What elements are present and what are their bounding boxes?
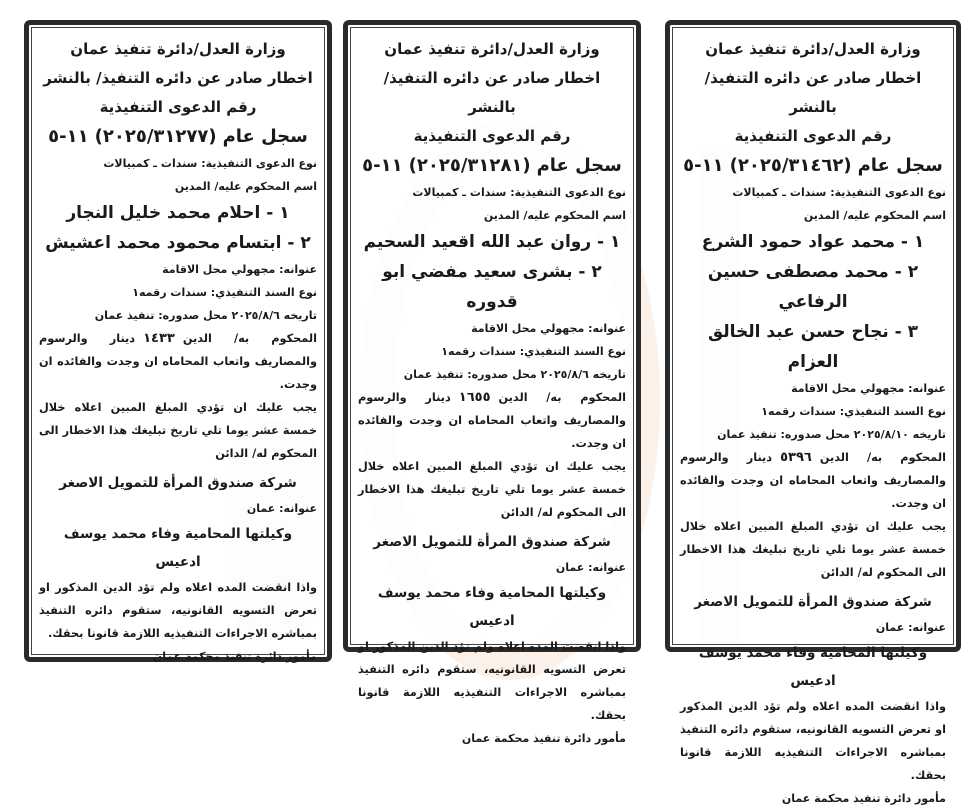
payment-demand: يجب عليك ان تؤدي المبلغ المبين اعلاه خلال خمسة عشر يوما تلي تاريخ تبليغك هذا الاخطار الى المحكوم له/ الدائن: [358, 460, 626, 519]
amount-suffix: دينار والرسوم والمصاريف واتعاب المحاماه ان وجدت والفائده ان وجدت.: [680, 451, 946, 510]
warning-paragraph: واذا انقضت المده اعلاه ولم تؤد الدين المذكور او تعرض التسويه القانونيه، ستقوم دائره التنفيذ بمباشره الاجراءات التنفيذيه اللازمة قانونا بحقك.: [680, 700, 946, 782]
notice-title: اخطار صادر عن دائره التنفيذ/ بالنشر: [383, 69, 601, 116]
case-prefix: ١١-٥: [683, 155, 724, 176]
amount-value: ١٤٣٣: [143, 331, 175, 346]
debtor-name: ١ - روان عبد الله اقعيد السحيم: [363, 232, 621, 252]
document-type: نوع السند التنفيذي: سندات رقمه١: [132, 286, 317, 299]
case-label: رقم الدعوى التنفيذية: [734, 127, 892, 145]
legal-notice: [665, 20, 961, 805]
case-prefix: ١١-٥: [48, 126, 89, 147]
debtor-name: ٢ - ابتسام محمود محمد اعشيش: [45, 233, 311, 253]
creditor-address: عنوانه: عمان: [555, 561, 626, 574]
creditor-name: شركة صندوق المرأة للتمويل الاصغر: [373, 534, 611, 550]
case-number-line: [39, 122, 317, 152]
amount-prefix: المحكوم به/ الدين: [182, 332, 317, 345]
attorney-name: وكيلتها المحامية وفاء محمد يوسف ادعيس: [698, 645, 928, 689]
debtor-list: [680, 227, 946, 377]
address: عنوانه: مجهولي محل الاقامة: [791, 382, 946, 395]
case-number: (٢٠٢٥/٣١٢٧٧): [94, 126, 217, 147]
debtor-name: ١ - احلام محمد خليل النجار: [66, 203, 290, 223]
case-type: نوع الدعوى التنفيذية: سندات ـ كمبيالات: [412, 186, 626, 199]
debtor-label: اسم المحكوم عليه/ المدين: [803, 209, 946, 222]
case-register: سجل عام: [536, 155, 622, 176]
notice-title: اخطار صادر عن دائره التنفيذ/ بالنشر: [704, 69, 922, 116]
legal-notice: [24, 20, 332, 662]
amount-paragraph: [358, 386, 626, 455]
amount-value: ١٦٥٥: [458, 390, 491, 405]
creditor-name: شركة صندوق المرأة للتمويل الاصغر: [59, 475, 297, 491]
debtor-list: [39, 198, 317, 258]
payment-demand: يجب عليك ان تؤدي المبلغ المبين اعلاه خلال خمسة عشر يوما تلي تاريخ تبليغك هذا الاخطار الى المحكوم له/ الدائن: [680, 520, 946, 579]
case-number: (٢٠٢٥/٣١٤٦٢): [729, 155, 852, 176]
amount-paragraph: [680, 446, 946, 515]
creditor-name: شركة صندوق المرأة للتمويل الاصغر: [694, 594, 932, 610]
case-number-line: [358, 151, 626, 181]
ministry-heading: وزارة العدل/دائرة تنفيذ عمان: [705, 40, 921, 58]
ministry-heading: وزارة العدل/دائرة تنفيذ عمان: [384, 40, 600, 58]
amount-suffix: دينار والرسوم والمصاريف واتعاب المحاماه ان وجدت والفائده ان وجدت.: [358, 391, 626, 450]
legal-notice: [343, 20, 641, 745]
case-number: (٢٠٢٥/٣١٢٨١): [408, 155, 531, 176]
amount-suffix: دينار والرسوم والمصاريف واتعاب المحاماه ان وجدت والفائده ان وجدت.: [39, 332, 317, 391]
notice-title: اخطار صادر عن دائره التنفيذ/ بالنشر: [43, 69, 313, 87]
debtor-name: ٢ - محمد مصطفى حسين الرفاعي: [707, 262, 919, 312]
date-line: تاريخه ٢٠٢٥/٨/٦ محل صدوره: تنفيذ عمان: [94, 309, 317, 322]
debtor-name: ٢ - بشرى سعيد مفضي ابو قدوره: [382, 262, 602, 312]
amount-prefix: المحكوم به/ الدين: [819, 451, 946, 464]
case-register: سجل عام: [222, 126, 308, 147]
case-type: نوع الدعوى التنفيذية: سندات ـ كمبيالات: [103, 157, 317, 170]
payment-demand: يجب عليك ان تؤدي المبلغ المبين اعلاه خلال خمسة عشر يوما تلي تاريخ تبليغك هذا الاخطار الى المحكوم له/ الدائن: [39, 401, 317, 460]
case-type: نوع الدعوى التنفيذية: سندات ـ كمبيالات: [732, 186, 946, 199]
attorney-name: وكيلتها المحامية وفاء محمد يوسف ادعيس: [377, 585, 607, 629]
creditor-address: عنوانه: عمان: [875, 621, 946, 634]
date-line: تاريخه ٢٠٢٥/٨/٦ محل صدوره: تنفيذ عمان: [403, 368, 626, 381]
amount-paragraph: [39, 327, 317, 396]
case-label: رقم الدعوى التنفيذية: [99, 98, 257, 116]
creditor-address: عنوانه: عمان: [246, 502, 317, 515]
case-prefix: ١١-٥: [362, 155, 403, 176]
debtor-label: اسم المحكوم عليه/ المدين: [483, 209, 626, 222]
case-register: سجل عام: [857, 155, 943, 176]
warning-paragraph: واذا انقضت المده اعلاه ولم تؤد الدين المذكور او تعرض التسويه القانونيه، ستقوم دائره التنفيذ بمباشره الاجراءات التنفيذيه اللازمة قانونا بحقك.: [39, 581, 317, 640]
document-type: نوع السند التنفيذي: سندات رقمه١: [441, 345, 626, 358]
warning-paragraph: واذا انقضت المده اعلاه ولم تؤد الدين المذكور او تعرض التسويه القانونيه، ستقوم دائره التنفيذ بمباشره الاجراءات التنفيذيه اللازمة قانونا بحقك.: [358, 640, 626, 722]
case-number-line: [680, 151, 946, 181]
attorney-name: وكيلتها المحامية وفاء محمد يوسف ادعيس: [63, 526, 293, 570]
debtor-name: ٣ - نجاح حسن عبد الخالق العزام: [707, 322, 919, 372]
amount-value: ٥٣٩٦: [780, 450, 812, 465]
debtor-list: [358, 227, 626, 317]
document-type: نوع السند التنفيذي: سندات رقمه١: [761, 405, 946, 418]
debtor-name: ١ - محمد عواد حمود الشرع: [701, 232, 925, 252]
date-line: تاريخه ٢٠٢٥/٨/١٠ محل صدوره: تنفيذ عمان: [717, 428, 946, 441]
address: عنوانه: مجهولي محل الاقامة: [471, 322, 626, 335]
signature: مأمور دائرة تنفيذ محكمة عمان: [152, 650, 317, 663]
amount-prefix: المحكوم به/ الدين: [498, 391, 626, 404]
signature: مأمور دائرة تنفيذ محكمة عمان: [461, 732, 626, 745]
ministry-heading: وزارة العدل/دائرة تنفيذ عمان: [70, 40, 286, 58]
signature: مأمور دائرة تنفيذ محكمة عمان: [781, 792, 946, 805]
address: عنوانه: مجهولي محل الاقامة: [162, 263, 317, 276]
debtor-label: اسم المحكوم عليه/ المدين: [174, 180, 317, 193]
case-label: رقم الدعوى التنفيذية: [413, 127, 571, 145]
